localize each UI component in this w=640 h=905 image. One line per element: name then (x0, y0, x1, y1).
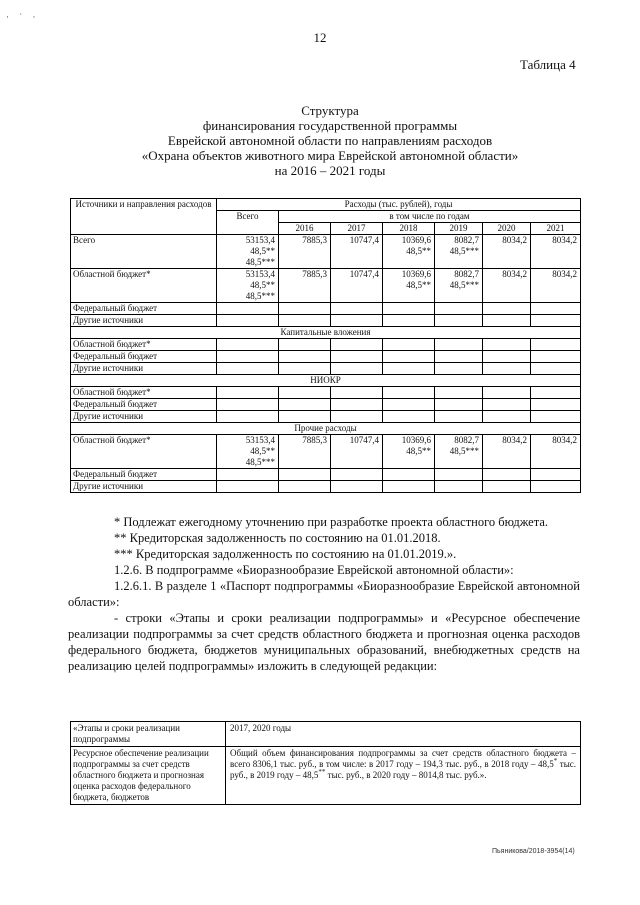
table-row (71, 235, 581, 269)
table-row (71, 315, 581, 327)
passport-label: «Этапы и сроки реализации подпрограммы (71, 722, 226, 747)
cell-2018: 10369,6 48,5** (383, 435, 435, 469)
table-row (71, 387, 581, 399)
table-row (71, 411, 581, 423)
paragraph-1-2-6-1: 1.2.6.1. В разделе 1 «Паспорт подпрограммы «Биоразнообразие Еврейской автономной области»: (68, 579, 580, 609)
header-year: 2021 (531, 223, 581, 235)
cell-2019: 8082,7 48,5*** (435, 435, 483, 469)
passport-value: 2017, 2020 годы (226, 722, 581, 747)
cell-2016: 7885,3 (279, 435, 331, 469)
title-line: Структура (301, 103, 359, 118)
document-title (70, 103, 590, 178)
title-line: «Охрана объектов животного мира Еврейской автономной области» (141, 148, 519, 163)
cell-2021: 8034,2 (531, 269, 581, 303)
cell-2020: 8034,2 (483, 235, 531, 269)
footnote-2: ** Кредиторская задолженность по состоянию на 01.01.2018. (114, 531, 441, 545)
section-header: Капитальные вложения (71, 327, 581, 339)
cell-total: 53153,4 48,5** 48,5*** (217, 235, 279, 269)
cell-2021: 8034,2 (531, 235, 581, 269)
cell-2017: 10747,4 (331, 435, 383, 469)
scan-specks: · ˙ · (6, 12, 40, 22)
table-row (71, 399, 581, 411)
row-label: Всего (71, 235, 217, 269)
document-footer: Пьяникова/2018-3954(14) (492, 848, 575, 855)
row-label: Федеральный бюджет (71, 351, 217, 363)
cell-2017: 10747,4 (331, 269, 383, 303)
row-label: Другие источники (71, 363, 217, 375)
cell-2019: 8082,7 48,5*** (435, 235, 483, 269)
footnote-1: * Подлежат ежегодному уточнению при разработке проекта областного бюджета. (114, 515, 549, 529)
cell-2017: 10747,4 (331, 235, 383, 269)
cell-2021: 8034,2 (531, 435, 581, 469)
row-label: Другие источники (71, 315, 217, 327)
passport-value: Общий объем финансирования подпрограммы за счет средств областного бюджета – всего 8306,1 тыс. руб., в том числе: в 2017 году – 194,3 тыс. руб., в 2018 году – 48,5* тыс. руб., в 2019 году – 48,5** тыс. руб., в 2020 году – 8014,8 тыс. руб.». (226, 747, 581, 805)
cell-total: 53153,4 48,5** 48,5*** (217, 269, 279, 303)
header-total: Всего (217, 211, 279, 235)
cell-total: 53153,4 48,5** 48,5*** (217, 435, 279, 469)
row-label: Областной бюджет* (71, 435, 217, 469)
cell-2016: 7885,3 (279, 235, 331, 269)
page-number: 12 (313, 30, 327, 45)
table-row (71, 435, 581, 469)
row-label: Другие источники (71, 411, 217, 423)
table-number: Таблица 4 (520, 57, 576, 72)
table-row (71, 303, 581, 315)
table-row (71, 269, 581, 303)
table-row (71, 481, 581, 493)
row-label: Федеральный бюджет (71, 303, 217, 315)
financing-table (70, 198, 581, 493)
paragraph-lines: - строки «Этапы и сроки реализации подпрограммы» и «Ресурсное обеспечение реализации подпрограммы за счет средств областного бюджета и прогнозная оценка расходов федерального бюджета, бюджетов муниципальных образований, внебюджетных средств на реализацию целей подпрограммы» изложить в следующей редакции: (68, 611, 580, 673)
title-line: на 2016 – 2021 годы (274, 163, 386, 178)
row-label: Федеральный бюджет (71, 399, 217, 411)
cell-2020: 8034,2 (483, 269, 531, 303)
table-row (71, 363, 581, 375)
row-label: Федеральный бюджет (71, 469, 217, 481)
section-header: Прочие расходы (71, 423, 581, 435)
paragraph-1-2-6: 1.2.6. В подпрограмме «Биоразнообразие Еврейской автономной области»: (114, 563, 514, 577)
row-label: Областной бюджет* (71, 269, 217, 303)
section-header: НИОКР (71, 375, 581, 387)
table-row (71, 747, 581, 805)
row-label: Областной бюджет* (71, 387, 217, 399)
header-year: 2020 (483, 223, 531, 235)
table-row (71, 722, 581, 747)
passport-table (70, 721, 581, 805)
title-line: финансирования государственной программы (202, 118, 458, 133)
footnote-3: *** Кредиторская задолженность по состоянию на 01.01.2019.». (114, 547, 457, 561)
table-row (71, 351, 581, 363)
header-year: 2019 (435, 223, 483, 235)
header-including: в том числе по годам (279, 211, 581, 223)
passport-label: Ресурсное обеспечение реализации подпрограммы за счет средств областного бюджета и прогнозная оценка расходов федерального бюджета, бюджетов (71, 747, 226, 805)
cell-2016: 7885,3 (279, 269, 331, 303)
row-label: Областной бюджет* (71, 339, 217, 351)
cell-2019: 8082,7 48,5*** (435, 269, 483, 303)
table-row (71, 469, 581, 481)
title-line: Еврейской автономной области по направлениям расходов (167, 133, 493, 148)
cell-2018: 10369,6 48,5** (383, 269, 435, 303)
cell-2020: 8034,2 (483, 435, 531, 469)
cell-2018: 10369,6 48,5** (383, 235, 435, 269)
table-row (71, 339, 581, 351)
header-year: 2018 (383, 223, 435, 235)
header-year: 2017 (331, 223, 383, 235)
row-label: Другие источники (71, 481, 217, 493)
header-year: 2016 (279, 223, 331, 235)
header-expenses: Расходы (тыс. рублей), годы (217, 199, 581, 211)
header-sources: Источники и направления расходов (71, 199, 217, 235)
notes-block (68, 514, 580, 674)
